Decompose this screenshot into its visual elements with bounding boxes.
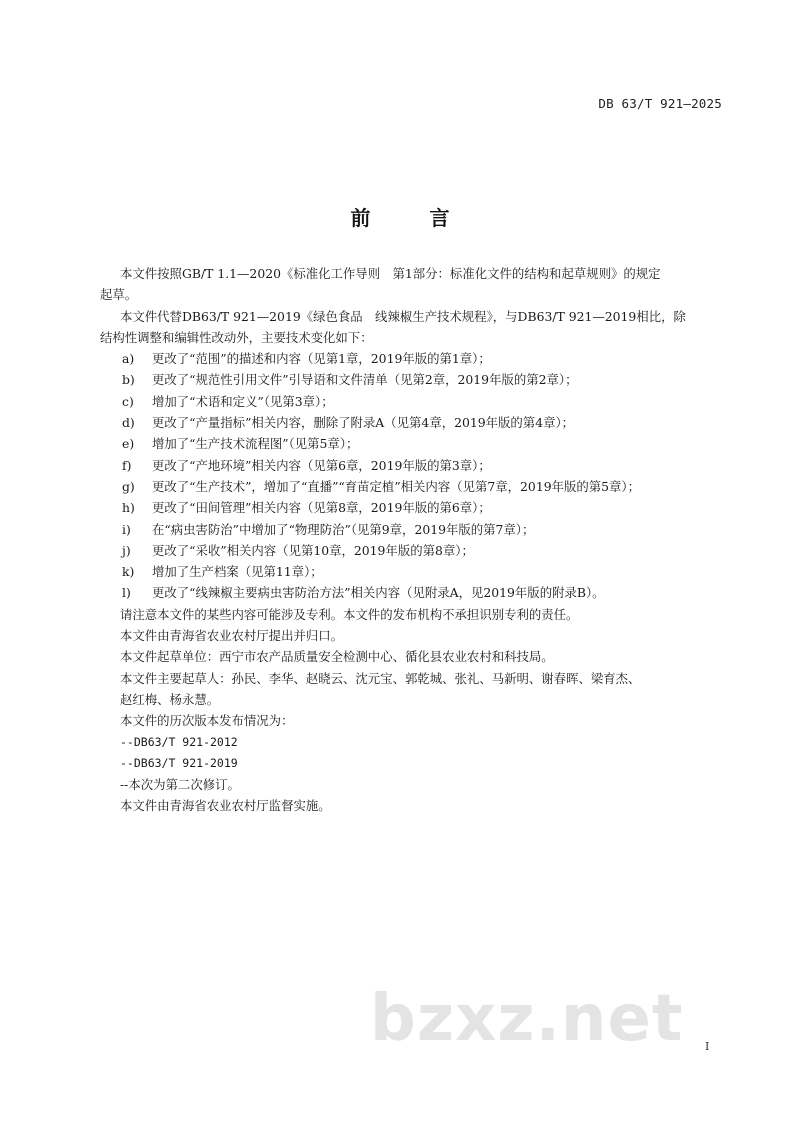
supervision: 本文件由青海省农业农村厅监督实施。	[120, 798, 331, 814]
drafters-line1: 本文件主要起草人：孙民、李华、赵晓云、沈元宝、郭乾城、张礼、马新明、谢春晖、梁育杰、	[120, 670, 641, 686]
watermark: bzxz.net	[370, 982, 684, 1056]
drafting-units: 本文件起草单位：西宁市农产品质量安全检测中心、循化县农业农村和科技局。	[120, 649, 554, 665]
proposed-by: 本文件由青海省农业农村厅提出并归口。	[120, 628, 344, 644]
intro-p1-line2: 起草。	[100, 287, 138, 303]
change-item-b: b) 更改了“规范性引用文件”引导语和文件清单（见第2章，2019年版的第2章）；	[122, 372, 578, 388]
change-item-a: a) 更改了“范围”的描述和内容（见第1章，2019年版的第1章）；	[122, 351, 491, 367]
history-intro: 本文件的历次版本发布情况为：	[120, 713, 294, 729]
foreword-body	[100, 263, 726, 817]
change-item-j: j) 更改了“采收”相关内容（见第10章，2019年版的第8章）；	[122, 542, 474, 558]
history-item-3: --本次为第二次修订。	[120, 777, 240, 793]
intro-p2-line1: 本文件代替DB63/T 921—2019《绿色食品 线辣椒生产技术规程》，与DB63/T 921—2019相比，除	[120, 308, 686, 324]
change-item-g: g) 更改了“生产技术”，增加了“直播”“育苗定植”相关内容（见第7章，2019年版的第5章）；	[122, 478, 640, 494]
change-item-k: k) 增加了生产档案（见第11章）；	[122, 564, 323, 580]
page-title: 前 言	[350, 206, 476, 230]
change-item-i: i) 在“病虫害防治”中增加了“物理防治”（见第9章，2019年版的第7章）；	[122, 521, 535, 537]
change-item-c: c) 增加了“术语和定义”（见第3章）；	[122, 393, 334, 409]
change-item-h: h) 更改了“田间管理”相关内容（见第8章，2019年版的第6章）；	[122, 500, 491, 516]
patent-notice: 请注意本文件的某些内容可能涉及专利。本文件的发布机构不承担识别专利的责任。	[120, 606, 579, 622]
drafters-line2: 赵红梅、杨永慧。	[120, 691, 220, 707]
document-code: DB 63/T 921—2025	[598, 96, 722, 111]
history-item-1: --DB63/T 921-2012	[120, 734, 238, 749]
history-item-2: --DB63/T 921-2019	[120, 755, 238, 770]
change-item-e: e) 增加了“生产技术流程图”（见第5章）；	[122, 436, 359, 452]
change-item-l: l) 更改了“线辣椒主要病虫害防治方法”相关内容（见附录A，见2019年版的附录B）。	[122, 585, 605, 601]
page-number: I	[705, 1040, 710, 1053]
intro-p1-line1: 本文件按照GB/T 1.1—2020《标准化工作导则 第1部分：标准化文件的结构和起草规则》的规定	[120, 266, 661, 281]
change-item-f: f) 更改了“产地环境”相关内容（见第6章，2019年版的第3章）；	[122, 457, 491, 473]
change-item-d: d) 更改了“产量指标”相关内容，删除了附录A（见第4章，2019年版的第4章）；	[122, 415, 575, 431]
intro-p2-line2: 结构性调整和编辑性改动外，主要技术变化如下：	[100, 329, 373, 345]
